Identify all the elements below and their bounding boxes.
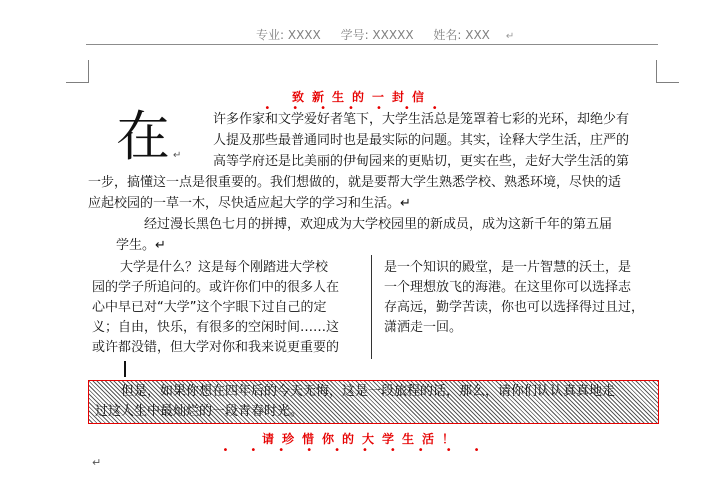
header-fields (256, 26, 530, 43)
closing-line[interactable]: 请珍惜你的大学生活！ (261, 432, 462, 446)
welcome-line[interactable]: 学生。↵ (116, 238, 166, 253)
header-name: 姓名: XXX (433, 28, 490, 42)
header-student-id: 学号: XXXXX (340, 28, 414, 42)
column-line: 一个理想放飞的海港。在这里你可以选择志 (384, 280, 632, 295)
welcome-line[interactable]: 经过漫长黑色七月的拼搏，欢迎成为大学校园里的新成员，成为这新千年的第五届 (144, 217, 613, 232)
header-major: 专业: XXXX (256, 28, 321, 42)
paragraph-mark-icon: ↵ (92, 456, 102, 469)
column-line: 园的学子所追问的。或许你们中的很多人在 (92, 280, 340, 295)
closing-emphasis-dots: •••••••••• (222, 445, 502, 456)
shaded-line: 过这人生中最灿烂的一段青春时光。 (95, 404, 304, 419)
drop-cap[interactable]: 在 (116, 105, 170, 168)
column-line: 存高远，勤学苦读，你也可以选择得过且过， (384, 300, 645, 315)
page-header (86, 22, 658, 45)
column-line: 义；自由，快乐，有很多的空闲时间……这 (92, 320, 340, 335)
right-column[interactable] (384, 258, 659, 338)
shaded-line: 但是，如果你想在四年后的今天无悔，这是一段旅程的话，那么，请你们认认真真地走 (121, 384, 616, 399)
margin-corner-top-right (656, 60, 679, 83)
column-line: 是一个知识的殿堂，是一片智慧的沃土，是 (384, 260, 632, 275)
intro-line[interactable]: 应起校园的一草一木，尽快适应起大学的学习和生活。↵ (88, 196, 411, 211)
paragraph-mark-icon: ↵ (505, 31, 515, 42)
column-line: 或许都没错，但大学对你和我来说更重要的 (92, 340, 340, 355)
column-line: 大学是什么？这是每个刚踏进大学校 (120, 260, 329, 275)
shaded-paragraph[interactable] (88, 380, 659, 424)
intro-line[interactable]: 高等学府还是比美丽的伊甸园来的更贴切，更实在些，走好大学生活的第 (213, 154, 630, 169)
column-line: 心中早已对“大学”这个字眼下过自己的定 (92, 300, 327, 315)
column-line: 潇洒走一回。 (384, 320, 463, 335)
paragraph-mark-icon: ↵ (173, 150, 182, 161)
text-cursor (124, 361, 126, 377)
margin-corner-top-left (66, 60, 89, 83)
letter-title[interactable]: 致新生的一封信 (291, 90, 432, 104)
intro-line[interactable]: 人提及那些最普通同时也是最实际的问题。其实，诠释大学生活，庄严的 (213, 133, 630, 148)
intro-line[interactable]: 许多作家和文学爱好者笔下，大学生活总是笼罩着七彩的光环，却绝少有 (213, 112, 630, 127)
title-emphasis-dots: ••••••• (264, 103, 460, 114)
left-column[interactable] (92, 258, 367, 358)
intro-line[interactable]: 一步，搞懂这一点是很重要的。我们想做的，就是要帮大学生熟悉学校、熟悉环境，尽快的适 (88, 175, 622, 190)
column-separator (371, 255, 372, 359)
